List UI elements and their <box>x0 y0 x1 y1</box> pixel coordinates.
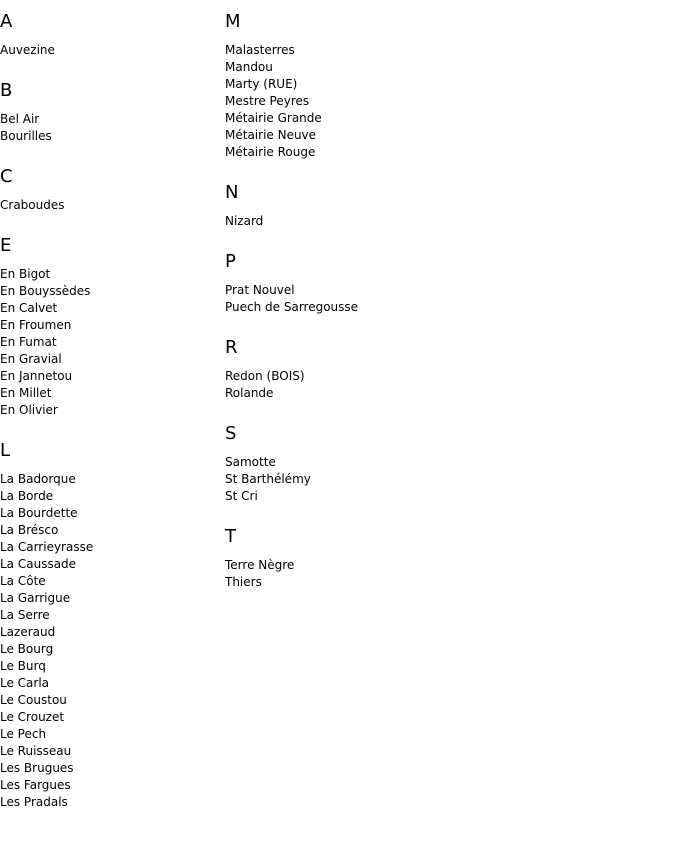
place-list <box>225 454 445 505</box>
place-list-item[interactable]: En Millet <box>0 386 52 400</box>
place-list <box>225 282 445 316</box>
place-list-item[interactable]: Métairie Rouge <box>225 145 316 159</box>
letter-heading: B <box>0 80 13 101</box>
letter-section <box>225 10 445 161</box>
place-list-item[interactable]: La Carrieyrasse <box>0 540 94 554</box>
place-list-item[interactable]: Rolande <box>225 386 274 400</box>
letter-section <box>0 10 220 59</box>
place-list <box>0 266 220 419</box>
place-list-item[interactable]: Terre Nègre <box>225 558 295 572</box>
place-list-item[interactable]: St Cri <box>225 489 258 503</box>
place-list-item[interactable]: Les Brugues <box>0 761 74 775</box>
place-list-item[interactable]: Le Pech <box>0 727 47 741</box>
place-list-item[interactable]: Samotte <box>225 455 276 469</box>
place-list <box>0 471 220 811</box>
place-list-item[interactable]: En Jannetou <box>0 369 73 383</box>
place-list-item[interactable]: Bel Air <box>0 112 40 126</box>
letter-section <box>225 336 445 402</box>
index-column-right <box>225 10 445 591</box>
place-list-item[interactable]: Le Burq <box>0 659 46 673</box>
place-list-item[interactable]: En Gravial <box>0 352 62 366</box>
place-list-item[interactable]: Redon (BOIS) <box>225 369 305 383</box>
letter-section <box>0 234 220 419</box>
place-list-item[interactable]: La Côte <box>0 574 46 588</box>
place-list-item[interactable]: La Serre <box>0 608 50 622</box>
place-list-item[interactable]: Le Coustou <box>0 693 67 707</box>
place-list-item[interactable]: En Calvet <box>0 301 58 315</box>
place-list-item[interactable]: Nizard <box>225 214 264 228</box>
place-list <box>225 213 445 230</box>
place-list-item[interactable]: Le Bourg <box>0 642 54 656</box>
letter-section <box>0 79 220 145</box>
place-list-item[interactable]: Mestre Peyres <box>225 94 310 108</box>
letter-heading: L <box>0 440 11 461</box>
place-list-item[interactable]: En Fumat <box>0 335 57 349</box>
place-list-item[interactable]: Marty (RUE) <box>225 77 298 91</box>
place-list-item[interactable]: En Bigot <box>0 267 51 281</box>
letter-heading: E <box>0 235 12 256</box>
place-list-item[interactable]: Le Crouzet <box>0 710 65 724</box>
place-list <box>225 557 445 591</box>
place-list-item[interactable]: La Bourdette <box>0 506 78 520</box>
letter-heading: T <box>225 526 236 547</box>
letter-section <box>225 181 445 230</box>
letter-section <box>225 422 445 505</box>
place-list-item[interactable]: Craboudes <box>0 198 65 212</box>
letter-section <box>0 439 220 811</box>
place-list-item[interactable]: La Garrigue <box>0 591 71 605</box>
letter-heading: M <box>225 11 241 32</box>
letter-section <box>225 250 445 316</box>
place-list <box>0 197 220 214</box>
letter-heading: S <box>225 423 237 444</box>
place-list-item[interactable]: Le Ruisseau <box>0 744 72 758</box>
place-list-item[interactable]: St Barthélémy <box>225 472 311 486</box>
place-list-item[interactable]: En Olivier <box>0 403 58 417</box>
letter-heading: A <box>0 11 13 32</box>
place-list-item[interactable]: Malasterres <box>225 43 295 57</box>
letter-section <box>225 525 445 591</box>
letter-heading: R <box>225 337 238 358</box>
place-list-item[interactable]: La Badorque <box>0 472 76 486</box>
place-list-item[interactable]: Prat Nouvel <box>225 283 295 297</box>
place-list-item[interactable]: Lazeraud <box>0 625 56 639</box>
place-list <box>225 368 445 402</box>
place-list <box>0 42 220 59</box>
place-list-item[interactable]: Les Fargues <box>0 778 71 792</box>
place-list <box>0 111 220 145</box>
place-list-item[interactable]: Métairie Neuve <box>225 128 317 142</box>
place-list-item[interactable]: Mandou <box>225 60 273 74</box>
place-list-item[interactable]: Thiers <box>225 575 262 589</box>
place-list-item[interactable]: La Borde <box>0 489 54 503</box>
place-list-item[interactable]: La Caussade <box>0 557 77 571</box>
place-list-item[interactable]: La Brésco <box>0 523 59 537</box>
place-list-item[interactable]: Puech de Sarregousse <box>225 300 359 314</box>
letter-section <box>0 165 220 214</box>
place-list-item[interactable]: Les Pradals <box>0 795 68 809</box>
place-list-item[interactable]: Auvezine <box>0 43 55 57</box>
letter-heading: P <box>225 251 236 272</box>
place-list <box>225 42 445 161</box>
letter-heading: C <box>0 166 13 187</box>
place-list-item[interactable]: Le Carla <box>0 676 50 690</box>
place-list-item[interactable]: En Froumen <box>0 318 72 332</box>
place-list-item[interactable]: Métairie Grande <box>225 111 322 125</box>
place-list-item[interactable]: Bourilles <box>0 129 52 143</box>
place-list-item[interactable]: En Bouyssèdes <box>0 284 91 298</box>
letter-heading: N <box>225 182 239 203</box>
index-column-left <box>0 10 220 811</box>
